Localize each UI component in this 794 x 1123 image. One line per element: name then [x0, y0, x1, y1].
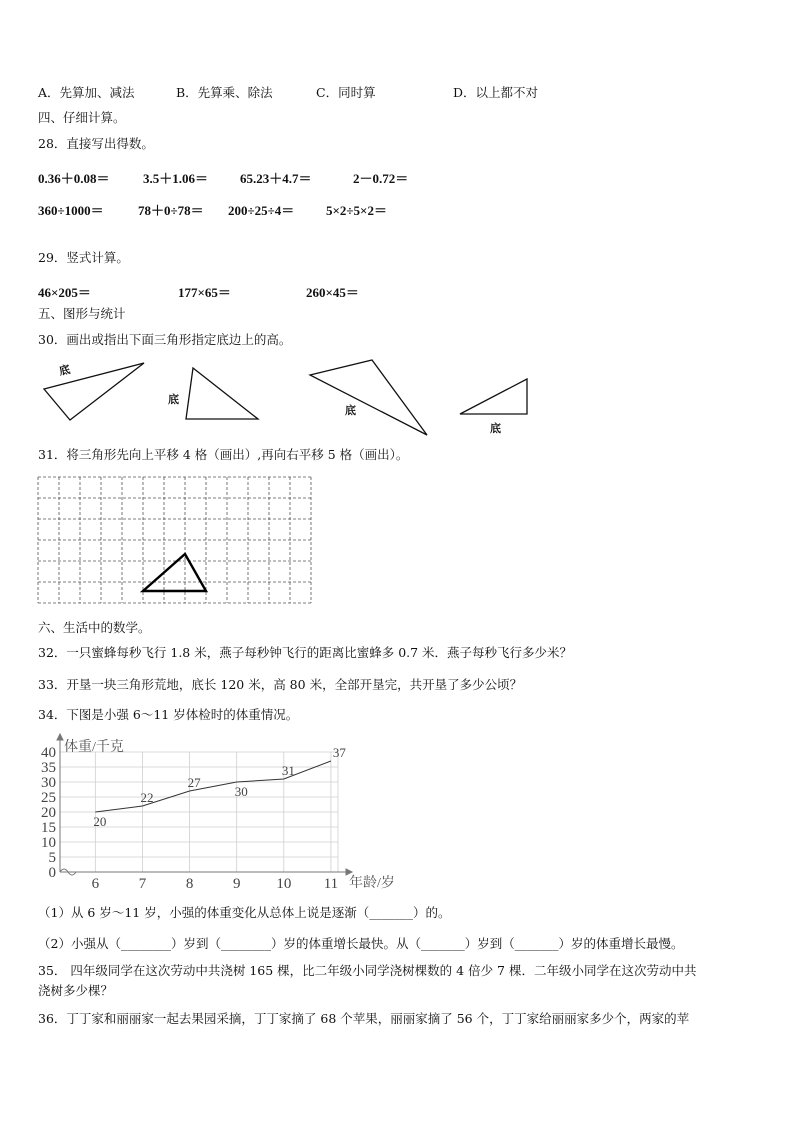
q30-triangles [0, 355, 560, 440]
q28-expr: 200÷25÷4＝ [228, 203, 295, 218]
y-axis-title: 体重/千克 [64, 740, 124, 755]
base-label: 底 [168, 394, 179, 406]
q28-expr: 2－0.72＝ [353, 171, 409, 186]
x-axis-title: 年龄/岁 [349, 876, 395, 891]
x-tick-label: 11 [323, 876, 339, 892]
q28-expr: 360÷1000＝ [38, 203, 104, 218]
q28-expr: 3.5＋1.06＝ [143, 171, 209, 186]
y-tick-label: 25 [41, 790, 56, 806]
q28-expr: 5×2÷5×2＝ [326, 203, 387, 218]
x-tick-label: 7 [138, 876, 147, 892]
x-tick-label: 9 [232, 876, 241, 892]
data-label: 27 [187, 775, 201, 790]
triangle-4 [460, 379, 527, 414]
q28-expr: 78＋0÷78＝ [138, 203, 204, 218]
y-tick-label: 5 [48, 850, 56, 866]
weight-line-chart [30, 732, 420, 897]
q34-sub1: （1）从 6 岁～11 岁，小强的体重变化从总体上说是逐渐（_______）的。 [38, 905, 451, 920]
x-axis-arrow [346, 869, 352, 875]
q31-title: 31．将三角形先向上平移 4 格（画出）,再向右平移 5 格（画出）。 [38, 447, 409, 462]
q30-title: 30．画出或指出下面三角形指定底边上的高。 [38, 332, 292, 347]
option-a: A．先算加、减法 [38, 85, 135, 100]
y-tick-label: 0 [48, 865, 56, 881]
base-label: 底 [58, 363, 72, 378]
x-tick-label: 10 [276, 876, 292, 892]
y-tick-label: 35 [41, 760, 56, 776]
y-tick-label: 15 [41, 820, 56, 836]
x-tick-label: 8 [185, 876, 194, 892]
q29-expr: 260×45＝ [306, 285, 359, 300]
grid-triangle [143, 554, 206, 591]
series-line [95, 761, 331, 812]
data-label: 30 [234, 784, 248, 799]
data-label: 37 [332, 745, 346, 760]
y-axis-arrow [57, 734, 63, 740]
data-label: 20 [93, 814, 107, 829]
x-tick-label: 6 [91, 876, 100, 892]
option-c: C．同时算 [316, 85, 376, 100]
q29-expr: 46×205＝ [38, 285, 91, 300]
option-d: D．以上都不对 [453, 85, 539, 100]
q34-sub2: （2）小强从（________）岁到（________）岁的体重增长最快。从（_______）岁到（_______）岁的体重增长最慢。 [38, 936, 684, 951]
q32-text: 32．一只蜜蜂每秒飞行 1.8 米，燕子每秒钟飞行的距离比蜜蜂多 0.7 米．燕子每秒飞行多少米？ [38, 645, 573, 660]
section-6-heading: 六、生活中的数学。 [38, 620, 151, 635]
option-b: B．先算乘、除法 [176, 85, 273, 100]
q28-expr: 0.36＋0.08＝ [38, 171, 110, 186]
y-tick-label: 10 [41, 835, 56, 851]
q29-expr: 177×65＝ [178, 285, 231, 300]
q33-text: 33．开垦一块三角形荒地，底长 120 米，高 80 米，全部开垦完，共开垦了多少公顷？ [38, 677, 523, 692]
data-label: 31 [281, 763, 295, 778]
q35-line2: 浇树多少棵？ [38, 983, 114, 998]
q29-title: 29．竖式计算。 [38, 250, 129, 265]
q35-line1: 35． 四年级同学在这次劳动中共浇树 165 棵，比二年级小同学浇树棵数的 4 倍少 7 棵．二年级小同学在这次劳动中共 [38, 963, 697, 978]
q28-title: 28．直接写出得数。 [38, 136, 154, 151]
base-label: 底 [490, 423, 501, 435]
section-4-heading: 四、仔细计算。 [38, 110, 126, 125]
base-label: 底 [345, 405, 356, 417]
q28-expr: 65.23＋4.7＝ [240, 171, 312, 186]
triangle-3 [310, 360, 427, 435]
section-5-heading: 五、图形与统计 [38, 306, 126, 321]
y-tick-label: 30 [41, 775, 56, 791]
q34-title: 34．下图是小强 6～11 岁体检时的体重情况。 [38, 707, 299, 722]
data-label: 22 [140, 790, 154, 805]
triangle-2 [186, 368, 258, 419]
y-tick-label: 20 [41, 805, 56, 821]
q36-text: 36．丁丁家和丽丽家一起去果园采摘，丁丁家摘了 68 个苹果，丽丽家摘了 56 个，丁丁家给丽丽家多少个，两家的苹 [38, 1011, 690, 1026]
translation-grid [0, 470, 330, 620]
y-tick-label: 40 [41, 745, 56, 761]
